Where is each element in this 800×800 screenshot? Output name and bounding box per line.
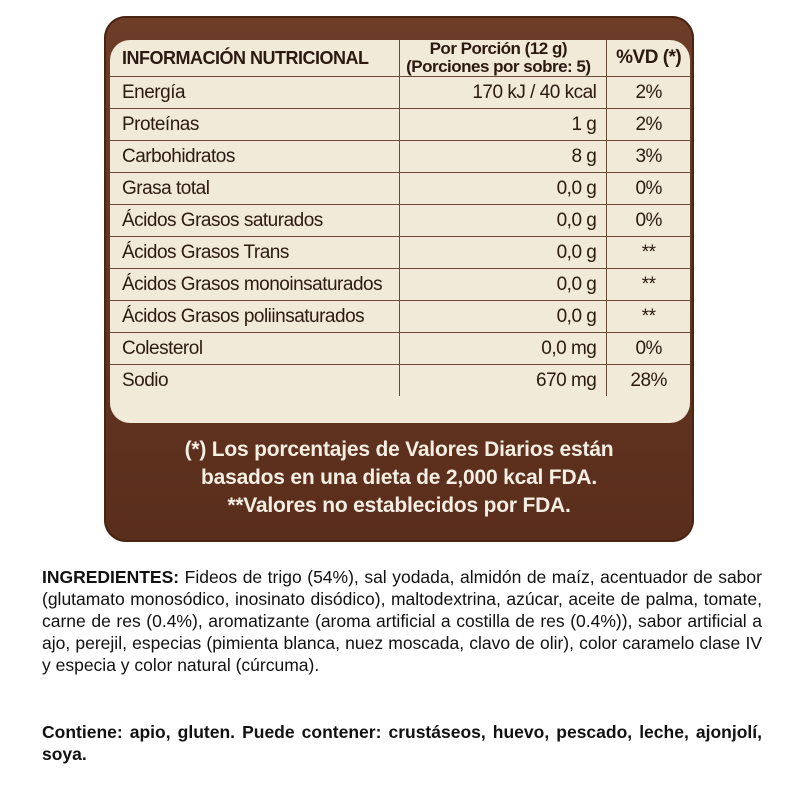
footnote-line-1: (*) Los porcentajes de Valores Diarios están [184,438,614,461]
nutrient-name: Carbohidratos [110,141,400,173]
footnote [104,436,694,520]
nutrition-table-container [110,40,690,423]
nutrient-name: Ácidos Grasos Trans [110,237,400,269]
nutrient-daily-value: ** [607,237,690,269]
portion-line-2: (Porciones por sobre: 5) [406,57,591,76]
nutrient-value: 0,0 g [400,205,607,237]
ingredients-label: INGREDIENTES: [42,567,180,587]
nutrient-daily-value: 0% [607,173,690,205]
nutrient-row [110,301,690,333]
vd-header: %VD (*) [607,40,690,77]
nutrient-value: 1 g [400,109,607,141]
nutrient-row [110,77,690,109]
nutrient-daily-value: 2% [607,77,690,109]
nutrient-row [110,141,690,173]
nutrient-value: 0,0 g [400,301,607,333]
nutrient-row [110,365,690,397]
nutrient-value: 0,0 g [400,269,607,301]
nutrient-row [110,237,690,269]
nutrient-value: 170 kJ / 40 kcal [400,77,607,109]
nutrient-value: 8 g [400,141,607,173]
nutrient-daily-value: ** [607,301,690,333]
table-header-row [110,40,690,77]
nutrient-daily-value: 28% [607,365,690,397]
ingredients-block [42,566,762,676]
nutrient-row [110,269,690,301]
nutrient-name: Grasa total [110,173,400,205]
footnote-line-2: basados en una dieta de 2,000 kcal FDA. [200,466,598,489]
nutrient-daily-value: 2% [607,109,690,141]
nutrient-name: Ácidos Grasos saturados [110,205,400,237]
nutrient-name: Sodio [110,365,400,397]
nutrient-row [110,109,690,141]
nutrient-value: 0,0 mg [400,333,607,365]
nutrition-table [110,40,690,396]
nutrient-value: 670 mg [400,365,607,397]
nutrient-daily-value: ** [607,269,690,301]
table-title: INFORMACIÓN NUTRICIONAL [110,40,400,77]
nutrient-name: Energía [110,77,400,109]
nutrient-row [110,205,690,237]
ingredients-text: Fideos de trigo (54%), sal yodada, almidón de maíz, acentuador de sabor (glutamato monosódico, inosinato disódico), maltodextrina, azúcar, aceite de palma, tomate, carne de res (0.4%), aromatizante (aroma artificial a costilla de res (0.4%)), sabor artificial a ajo, perejil, especias (pimienta blanca, nuez moscada, clavo de olir), color caramelo clase IV y especia y color natural (cúrcuma). [42,567,762,675]
nutrient-row [110,333,690,365]
portion-header [400,40,607,77]
nutrient-row [110,173,690,205]
nutrient-value: 0,0 g [400,237,607,269]
nutrient-daily-value: 3% [607,141,690,173]
allergen-statement: Contiene: apio, gluten. Puede contener: crustáseos, huevo, pescado, leche, ajonjolí, soya. [42,722,762,764]
nutrition-rows [110,77,690,397]
footnote-line-3: **Valores no establecidos por FDA. [227,494,571,517]
nutrient-name: Ácidos Grasos monoinsaturados [110,269,400,301]
nutrient-name: Proteínas [110,109,400,141]
portion-line-1: Por Porción (12 g) [429,40,568,58]
nutrient-daily-value: 0% [607,333,690,365]
nutrient-value: 0,0 g [400,173,607,205]
nutrient-name: Ácidos Grasos poliinsaturados [110,301,400,333]
nutrient-name: Colesterol [110,333,400,365]
nutrient-daily-value: 0% [607,205,690,237]
